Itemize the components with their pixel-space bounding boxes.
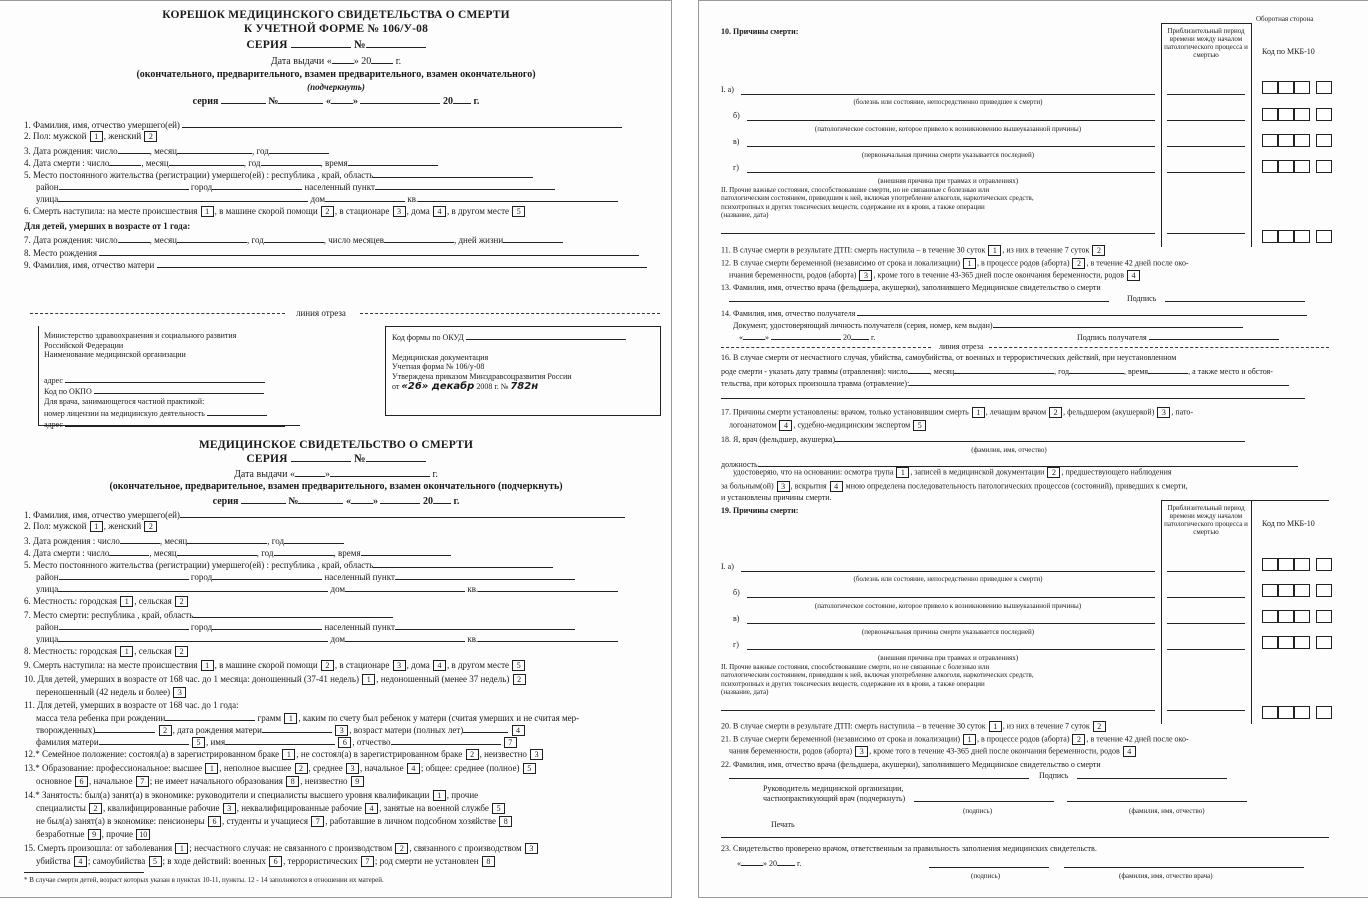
item-13-line [729, 301, 1109, 302]
item-18-end: и установлены причины смерти. [721, 493, 832, 502]
item-13: 13. Фамилия, имя, отчество врача (фельдшера, акушерки), заполнившего Медицинское свидетельство о смерти [721, 283, 1101, 292]
item-18-certify: удостоверяю, что на основании: осмотра трупа 1 , записей в медицинской документации 2 , предшествующего наблюдения [733, 467, 1172, 477]
stub-item-6: 6. Смерть наступила: на месте происшествия 1 , в машине скорой помощи 2 , в стационаре 3 , дома 4 , в другом месте 5 [24, 206, 526, 217]
cause10-d-caption: (внешняя причина при травмах и отравлениях) [877, 177, 1019, 185]
icd-cell[interactable] [1262, 81, 1278, 94]
item-22-signature: Подпись [1039, 771, 1069, 780]
icd-cell[interactable] [1294, 584, 1310, 597]
icd-cell[interactable] [1262, 610, 1278, 623]
icd-cell[interactable] [1316, 230, 1332, 243]
cause10-b-line [747, 120, 1155, 121]
left-page [0, 0, 672, 898]
cause19-d-line [747, 649, 1155, 650]
item-22-signature-line [1077, 778, 1227, 779]
stub-item-4: 4. Дата смерти : число , месяц , год , время [24, 157, 438, 169]
cause10-d-line [747, 172, 1155, 173]
stub-item-7: 7. Дата рождения: число , месяц , год , число месяцев , дней жизни [24, 234, 563, 246]
icd-cell[interactable] [1262, 230, 1278, 243]
stub-underline-note: (подчеркнуть) [307, 82, 365, 92]
stub-item-9: 9. Фамилия, имя, отчество матери [24, 259, 647, 271]
stub-item-8: 8. Место рождения [24, 247, 639, 259]
cause10-a-line [741, 94, 1155, 95]
icd-cell[interactable] [1294, 558, 1310, 571]
head-sign-caption: (подпись) [963, 807, 993, 815]
main-series-row: СЕРИЯ № [0, 453, 672, 467]
icd-cell[interactable] [1278, 706, 1294, 719]
item-23-sign-line [929, 867, 1049, 868]
item-23-date: « » 20 г. [737, 859, 802, 868]
right-cut-left [721, 347, 931, 348]
head-fio-caption: (фамилия, имя, отчество) [1129, 807, 1205, 815]
section19-interval-header: Приблизительный период времени между началом патологического процесса и смертью [1164, 504, 1248, 537]
stub-series-line: серия № « » 20 г. [192, 96, 480, 107]
main-item-14-nonemployed: не был(а) занят(а) в экономике: пенсионеры 6 , студенты и учащиеся 7 , работавшие в личном подсобном хозяйстве 8 [36, 816, 513, 827]
main-item-12: 12.* Семейное положение: состоял(а) в зарегистрированном браке 1 , не состоял(а) в зарегистрированном браке 2 , неизвестно 3 [24, 749, 544, 760]
stub-item-1: 1. Фамилия, имя, отчество умершего(ей) [24, 119, 622, 131]
right-cut-right [989, 347, 1329, 348]
cause19-b-letter: б) [733, 588, 740, 597]
cause19-a-caption: (болезнь или состояние, непосредственно приведшее к смерти) [853, 575, 1043, 583]
main-item-1: 1. Фамилия, имя, отчество умершего(ей) [24, 509, 625, 521]
icd-cell[interactable] [1294, 636, 1310, 649]
stub-issue-date: Дата выдачи « » 20 г. [270, 56, 402, 67]
main-item-11: 11. Для детей, умерших в возрасте от 168 час. до 1 года: [24, 700, 239, 710]
stub-item-2: 2. Пол: мужской 1 , женский 2 [24, 131, 158, 142]
icd-cell[interactable] [1278, 134, 1294, 147]
cause19-c-line [747, 623, 1155, 624]
main-item-15-kind: убийства 4 ; самоубийства 5 ; в ходе действий: военных 6 , террористических 7 ; род смерти не установлен 8 [36, 856, 496, 867]
main-item-6: 6. Местность: городская 1 , сельская 2 [24, 596, 189, 607]
item-14-date: « » 20 г. [739, 333, 876, 342]
icd-cell[interactable] [1316, 558, 1332, 571]
icd-cell[interactable] [1316, 706, 1332, 719]
main-item-5-district: район город населенный пункт [36, 571, 575, 583]
item-23: 23. Свидетельство проверено врачом, ответственным за правильность заполнения медицинских свидетельств. [721, 844, 1097, 853]
stub-item-5-district: район город населенный пункт [36, 181, 555, 193]
main-item-8: 8. Местность: городская 1 , сельская 2 [24, 646, 189, 657]
head-of-org: Руководитель медицинской организации, частнопрактикующий врач (подчеркнуть) [763, 784, 906, 803]
cause10-c-interval [1167, 146, 1245, 147]
footnote-rule [24, 872, 144, 873]
item-17: 17. Причины смерти установлены: врачом, только установившим смерть 1 , лечащим врачом 2 , фельдшером (акушеркой) 3 , пато- [721, 407, 1194, 417]
cause10-d-letter: г) [733, 163, 739, 172]
main-kind: (окончательное, предварительное, взамен предварительного, взамен окончательного (подчеркнуть) [109, 481, 563, 492]
cut-line-label: линия отреза [296, 308, 346, 318]
icd-cell[interactable] [1294, 706, 1310, 719]
item-16-line [721, 398, 1305, 399]
reverse-side-label: Оборотная сторона [1256, 15, 1314, 23]
main-series-line: серия № « » 20 г. [212, 496, 460, 507]
icd-cell[interactable] [1278, 108, 1294, 121]
item-16-date: роде смерти - указать дату травмы (отравления): число , месяц , год , время , а также место и обстоя- [721, 367, 1273, 376]
section19-title: 19. Причины смерти: [721, 506, 799, 515]
item-14-recipient-sign: Подпись получателя [1077, 331, 1279, 343]
icd-cell[interactable] [1278, 81, 1294, 94]
main-item-14: 14.* Занятость: был(а) занят(а) в экономике: руководители и специалисты высшего уровня квалификации 1 , прочие [24, 790, 479, 801]
item-21-cont: чания беременности, родов (аборта) 3 , кроме того в течение 43-365 дней после окончания беременности, родов 4 [729, 746, 1137, 757]
okud-block: Код формы по ОКУД Медицинская документация Учетная форма № 106/у-08 Утверждена приказом Минздравсоцразвития России от «26» декабр 2008 г. № 782н [392, 331, 657, 393]
item-17-cont: логоанатомом 4 , судебно-медицинским экспертом 5 [729, 420, 927, 431]
part2-19-line [721, 710, 1155, 711]
cause19-b-caption: (патологическое состояние, которое привело к возникновению вышеуказанной причины) [814, 602, 1082, 610]
icd-cell[interactable] [1294, 160, 1310, 173]
approval-number-handwritten: 782н [510, 381, 539, 393]
main-issue-date: Дата выдачи « » г. [234, 469, 438, 480]
main-item-7-district: район город населенный пункт [36, 621, 575, 633]
icd-cell[interactable] [1262, 134, 1278, 147]
icd-cell[interactable] [1316, 610, 1332, 623]
icd-cell[interactable] [1316, 584, 1332, 597]
cause10-a-letter: I. а) [721, 85, 734, 94]
main-item-11-weight: масса тела ребенка при рождении грамм 1 , каким по счету был ребенок у матери (считая умерших и не считая мер- [36, 713, 580, 724]
approval-date-handwritten: «26» декабр [401, 381, 475, 393]
item-18-autopsy: за больным(ой) 3 , вскрытия 4 мною определена последовательность патологических процессов (состояний), приведших к смерти, [721, 481, 1188, 491]
item-16: 16. В случае смерти от несчастного случая, убийства, самоубийства, от военных и террористических действий, при неустановленном [721, 353, 1177, 362]
cause10-c-line [747, 146, 1155, 147]
seal-label: Печать [771, 820, 795, 829]
main-item-13: 13.* Образование: профессиональное: высшее 1 , неполное высшее 2 , среднее 3 , начальное 4 ; общее: среднее (полное) 5 [24, 763, 537, 774]
item-21: 21. В случае смерти беременной (независимо от срока и локализации) 1 , в процессе родов (аборта) 2 , в течение 42 дней после око- [721, 734, 1189, 744]
right-page [698, 0, 1368, 898]
icd-cell[interactable] [1294, 610, 1310, 623]
stub-series-row: СЕРИЯ № [0, 39, 672, 53]
icd-cell[interactable] [1316, 636, 1332, 649]
item-11: 11. В случае смерти в результате ДТП: смерть наступила – в течение 30 суток 1 , из них в течение 7 суток 2 [721, 245, 1106, 256]
cause10-b-caption: (патологическое состояние, которое привело к возникновению вышеуказанной причины) [814, 125, 1082, 133]
icd-cell[interactable] [1278, 584, 1294, 597]
section10-part2: II. Прочие важные состояния, способствовавшие смерти, но не связанные с болезнью или патологическим состоянием, приведшим к ней, включая употребление алкоголя, наркотических средств, психотропных и других токсических веществ, содержание их в крови, а также операции (название, дата) [721, 186, 1034, 220]
page-gap [672, 0, 698, 898]
section19-top-rule [1161, 500, 1329, 501]
main-title: МЕДИЦИНСКОЕ СВИДЕТЕЛЬСТВО О СМЕРТИ [198, 439, 474, 451]
item-18-position: должность [721, 458, 1298, 470]
icd-cell[interactable] [1294, 81, 1310, 94]
icd-cell[interactable] [1294, 230, 1310, 243]
cause19-c-letter: в) [733, 614, 740, 623]
main-item-9: 9. Смерть наступила: на месте происшествия 1 , в машине скорой помощи 2 , в стационаре 3 , дома 4 , в другом месте 5 [24, 660, 526, 671]
stub-kind: (окончательного, предварительного, взамен предварительного, взамен окончательного) [136, 69, 536, 80]
section19-col-mid [1251, 500, 1252, 724]
right-cut-label: линия отреза [939, 342, 984, 351]
item-23-top-rule [721, 837, 1329, 838]
cause19-b-interval [1167, 597, 1245, 598]
main-item-13-general: основное 6 , начальное 7 ; не имеет начального образования 8 , неизвестно 9 [36, 776, 365, 787]
section10-icd-header: Код по МКБ-10 [1262, 47, 1315, 56]
icd-cell[interactable] [1278, 160, 1294, 173]
cause10-c-caption: (первоначальная причина смерти указывается последней) [861, 151, 1035, 159]
item-13-signature: Подпись [1127, 294, 1157, 303]
icd-cell[interactable] [1316, 81, 1332, 94]
item-14: 14. Фамилия, имя, отчество получателя [721, 307, 1307, 319]
cause10-b-letter: б) [733, 111, 740, 120]
part2-19-interval [1167, 710, 1245, 711]
main-item-10: 10. Для детей, умерших в возрасте от 168 час. до 1 месяца: доношенный (37-41 недель) 1 , недоношенный (менее 37 недель) 2 [24, 674, 527, 685]
icd-cell[interactable] [1316, 108, 1332, 121]
cause19-c-caption: (первоначальная причина смерти указывается последней) [861, 628, 1035, 636]
stub-item-5: 5. Место постоянного жительства (регистрации) умершего(ей) : республика , край, область [24, 169, 533, 181]
icd-cell[interactable] [1262, 706, 1278, 719]
item-16-circ: тельства, при которых произошла травма (отравление): [721, 377, 1289, 389]
item-23-fio-caption: (фамилия, имя, отчество врача) [1119, 872, 1213, 880]
cause19-b-line [747, 597, 1155, 598]
main-item-11-mother-name: фамилия матери 5 , имя 6 , отчество 7 [36, 736, 518, 748]
item-12-cont: нчания беременности, родов (аборта) 3 , кроме того в течение 43-365 дней после окончания беременности, родов 4 [729, 270, 1141, 281]
cause19-a-letter: I. а) [721, 562, 734, 571]
item-22-line [729, 778, 1029, 779]
item-22: 22. Фамилия, имя, отчество врача (фельдшера, акушерки), заполнившего Медицинское свидетельство о смерти [721, 760, 1101, 769]
cause19-a-line [741, 571, 1155, 572]
icd-cell[interactable] [1262, 558, 1278, 571]
cause19-d-interval [1167, 649, 1245, 650]
item-12: 12. В случае смерти беременной (независимо от срока и локализации) 1 , в процессе родов (аборта) 2 , в течение 42 дней после око- [721, 258, 1189, 268]
icd-cell[interactable] [1278, 636, 1294, 649]
stub-item-5-street: улица дом кв. [36, 193, 618, 205]
cause10-a-caption: (болезнь или состояние, непосредственно приведшее к смерти) [853, 98, 1043, 106]
icd-cell[interactable] [1316, 134, 1332, 147]
item-23-sign-caption: (подпись) [971, 872, 1001, 880]
section10-col-left [1161, 23, 1162, 247]
icd-cell[interactable] [1278, 230, 1294, 243]
cause19-c-interval [1167, 623, 1245, 624]
item-20: 20. В случае смерти в результате ДТП: смерть наступила – в течение 30 суток 1 , из них в течение 7 суток 2 [721, 721, 1107, 732]
item-23-fio-line [1064, 867, 1304, 868]
main-item-5-street: улица дом кв. [36, 583, 618, 595]
item-13-signature-line [1165, 301, 1305, 302]
org-block: Министерство здравоохранения и социального развития Российской Федерации Наименование медицинской организации адрес Код по ОКПО Для врача, занимающегося частной практикой: номер лицензии на медицинскую деятельность адрес [44, 331, 294, 430]
cause10-d-interval [1167, 172, 1245, 173]
main-item-14-unemployed: безработные 9 , прочие 10 [36, 829, 151, 840]
icd-cell[interactable] [1278, 610, 1294, 623]
main-item-2: 2. Пол: мужской 1 , женский 2 [24, 521, 158, 532]
main-item-4: 4. Дата смерти : число , месяц , год , время [24, 547, 451, 559]
icd-cell[interactable] [1278, 558, 1294, 571]
main-item-7-street: улица дом кв. [36, 633, 618, 645]
stub-children-heading: Для детей, умерших в возрасте от 1 года: [24, 221, 191, 231]
main-item-5: 5. Место постоянного жительства (регистрации) умершего(ей) : республика , край, область [24, 559, 553, 571]
section19-icd-header: Код по МКБ-10 [1262, 519, 1315, 528]
stub-title: КОРЕШОК МЕДИЦИНСКОГО СВИДЕТЕЛЬСТВА О СМЕРТИ К УЧЕТНОЙ ФОРМЕ № 106/У-08 [162, 9, 510, 35]
section19-part2: II. Прочие важные состояния, способствовавшие смерти, но не связанные с болезнью или патологическим состоянием, приведшим к ней, включая употребление алкоголя, наркотических средств, психотропных и других токсических веществ, содержание их в крови, а также операции (название, дата) [721, 663, 1034, 697]
main-item-3: 3. Дата рождения : число , месяц , год [24, 535, 344, 547]
icd-cell[interactable] [1262, 584, 1278, 597]
stub-item-3: 3. Дата рождения: число , месяц , год [24, 145, 329, 157]
main-item-15: 15. Смерть произошла: от заболевания 1 ; несчастного случая: не связанного с производством 2 , связанного с производством 3 [24, 843, 539, 854]
footnote: * В случае смерти детей, возраст которых указан в пунктах 10-11, пункты. 12 - 14 заполняются в отношении их матерей. [24, 876, 384, 884]
item-18: 18. Я, врач (фельдшер, акушерка) [721, 433, 1245, 445]
main-item-7: 7. Место смерти: республика , край, область [24, 609, 393, 621]
cause10-b-interval [1167, 120, 1245, 121]
cause19-d-caption: (внешняя причина при травмах и отравлениях) [877, 654, 1019, 662]
cause10-c-letter: в) [733, 137, 740, 146]
part2-interval [1167, 233, 1245, 234]
icd-cell[interactable] [1262, 160, 1278, 173]
icd-cell[interactable] [1262, 108, 1278, 121]
icd-cell[interactable] [1316, 160, 1332, 173]
item-14-doc: Документ, удостоверяющий личность получателя (серия, номер, кем выдан) [733, 319, 1243, 331]
section10-col-mid [1251, 23, 1252, 247]
main-item-10-overdue: переношенный (42 недель и более) 3 [36, 687, 187, 698]
head-fio-line [1067, 801, 1247, 802]
section10-title: 10. Причины смерти: [721, 27, 799, 36]
cut-line-left [30, 313, 285, 314]
section10-top-rule [1161, 23, 1251, 24]
main-item-11-mother: творожденных) 2 , дата рождения матери 3 , возраст матери (полных лет) 4 [36, 724, 526, 736]
cause19-d-letter: г) [733, 640, 739, 649]
section10-interval-header: Приблизительный период времени между началом патологического процесса и смертью [1164, 27, 1248, 60]
section19-col-left [1161, 500, 1162, 724]
head-sign-line [914, 801, 1054, 802]
icd-cell[interactable] [1294, 134, 1310, 147]
cut-line-right [360, 313, 660, 314]
cause19-a-interval [1167, 571, 1245, 572]
cause10-a-interval [1167, 94, 1245, 95]
main-item-14-specialists: специалисты 2 , квалифицированные рабочие 3 , неквалифицированные рабочие 4 , занятые на военной службе 5 [36, 803, 506, 814]
icd-cell[interactable] [1262, 636, 1278, 649]
item-18-caption: (фамилия, имя, отчество) [971, 446, 1047, 454]
icd-cell[interactable] [1294, 108, 1310, 121]
part2-line [721, 233, 1155, 234]
